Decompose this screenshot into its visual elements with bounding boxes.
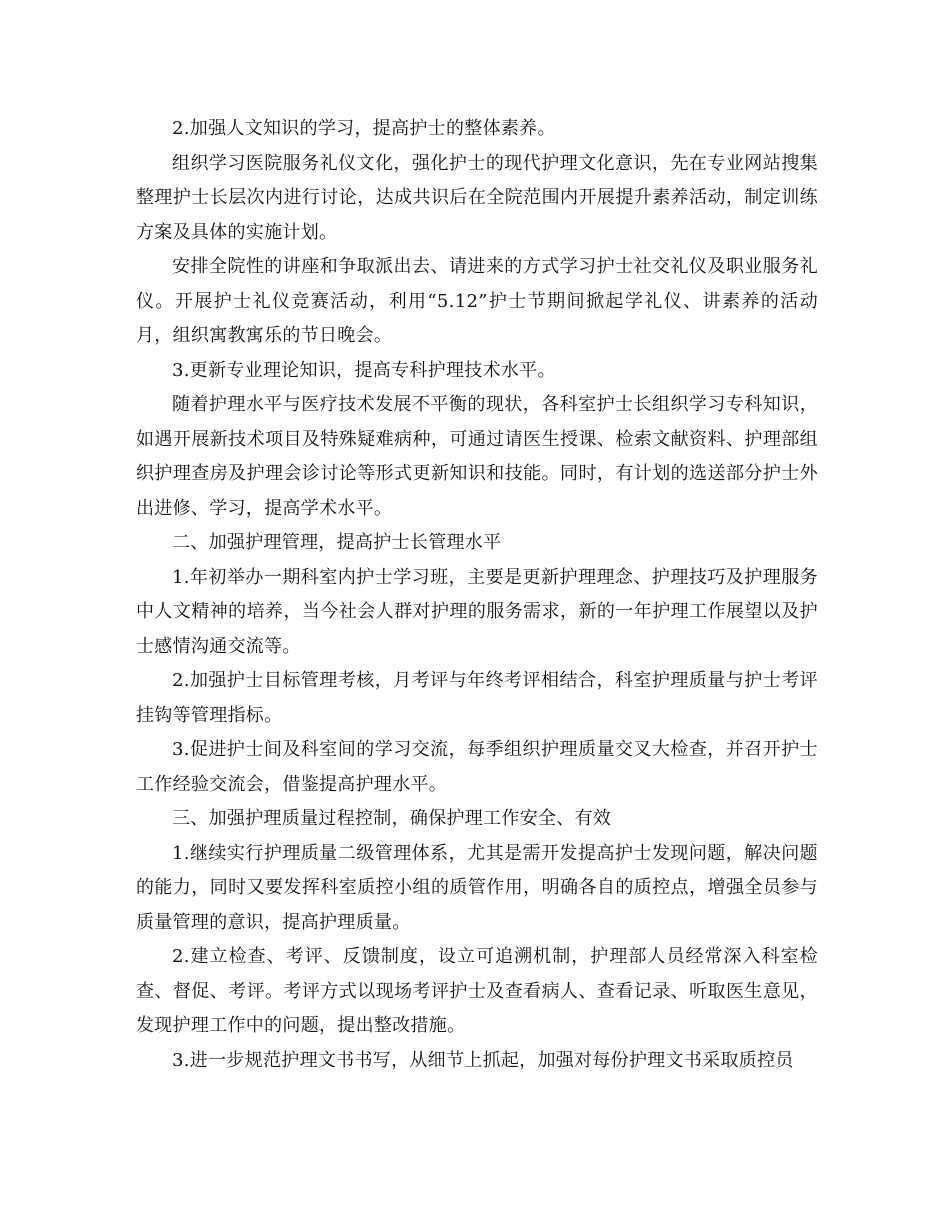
paragraph-4: 3.更新专业理论知识，提高专科护理技术水平。 <box>172 359 556 381</box>
section-heading-2: 二、加强护理管理，提高护士长管理水平 <box>172 532 502 553</box>
paragraph-2: 组织学习医院服务礼仪文化，强化护士的现代护理文化意识，先在专业网站搜集整理护士长层次内进行讨论，达成共识后在全院范围内开展提升素养活动，制定训练方案及具体的实施计划。 <box>136 152 818 243</box>
paragraph-5: 随着护理水平与医疗技术发展不平衡的现状，各科室护士长组织学习专科知识，如遇开展新技术项目及特殊疑难病种，可通过请医生授课、检索文献资料、护理部组织护理查房及护理会诊讨论等形式更新知识和技能。同时，有计划的选送部分护士外出进修、学习，提高学术水平。 <box>136 394 818 519</box>
paragraph-7: 1.年初举办一期科室内护士学习班，主要是更新护理理念、护理技巧及护理服务中人文精神的培养，当今社会人群对护理的服务需求，新的一年护理工作展望以及护士感情沟通交流等。 <box>136 566 818 657</box>
paragraph-11: 1.继续实行护理质量二级管理体系，尤其是需开发提高护士发现问题，解决问题的能力，同时又要发挥科室质控小组的质管作用，明确各自的质控点，增强全员参与质量管理的意识，提高护理质量。 <box>136 842 818 933</box>
paragraph-12: 2.建立检查、考评、反馈制度，设立可追溯机制，护理部人员经常深入科室检查、督促、考评。考评方式以现场考评护士及查看病人、查看记录、听取医生意见，发现护理工作中的问题，提出整改措施。 <box>136 946 818 1036</box>
paragraph-8: 2.加强护士目标管理考核，月考评与年终考评相结合，科室护理质量与护士考评挂钩等管理指标。 <box>136 670 818 726</box>
paragraph-9: 3.促进护士间及科室间的学习交流，每季组织护理质量交叉大检查，并召开护士工作经验交流会，借鉴提高护理水平。 <box>136 739 818 795</box>
paragraph-3: 安排全院性的讲座和争取派出去、请进来的方式学习护士社交礼仪及职业服务礼仪。开展护士礼仪竞赛活动，利用“5.12”护士节期间掀起学礼仪、讲素养的活动月，组织寓教寓乐的节日晚会。 <box>136 256 818 346</box>
paragraph-1: 2.加强人文知识的学习，提高护士的整体素养。 <box>172 118 556 139</box>
paragraph-13: 3.进一步规范护理文书书写，从细节上抓起，加强对每份护理文书采取质控员 <box>172 1049 794 1071</box>
section-heading-3: 三、加强护理质量过程控制，确保护理工作安全、有效 <box>172 808 612 829</box>
